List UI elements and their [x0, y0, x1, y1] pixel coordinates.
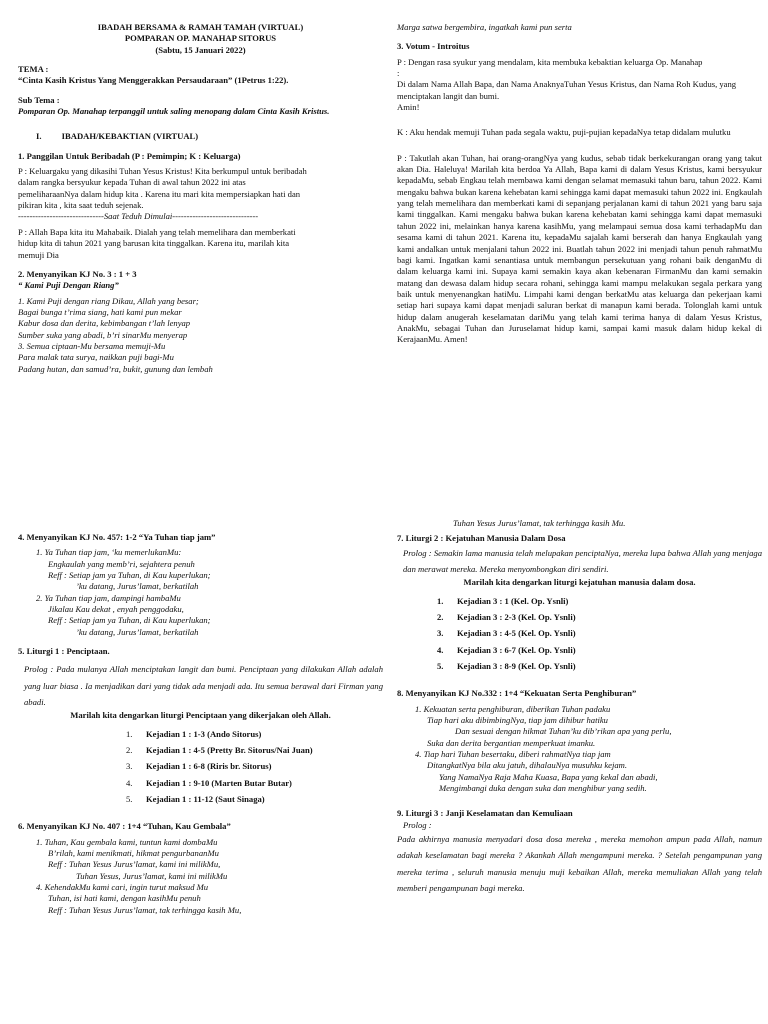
paragraph-line: pikiran kita , kita saat teduh sejenak. [18, 200, 144, 211]
lyric-line: B’rilah, kami menikmati, hikmat pengurbananMu [48, 848, 219, 859]
lyric-line: DitangkatNya bila aku jatuh, dihalauNya musuhku kejam. [427, 760, 628, 771]
lyric-line: Kabur dosa dan derita, kebimbangan t’lah lenyap [18, 318, 191, 329]
document-page-bottom [0, 512, 768, 1024]
lyric-line: Sumber suka yang abadi, b’ri sinarMu menyerap [18, 329, 188, 340]
heading-liturgi-1: 5. Liturgi 1 : Penciptaan. [18, 646, 110, 657]
lyric-line: Dan sesuai dengan hikmat Tuhan’ku dib’rikan apa yang perlu, [455, 726, 672, 737]
lyric-line: Para malak tata surya, naikkan puji bagi-Mu [18, 352, 174, 363]
right-column [397, 518, 762, 896]
reading-item: 2. Kejadian 3 : 2-3 (Kel. Op. Ysnli) [437, 612, 576, 623]
section-title: IBADAH/KEBAKTIAN (VIRTUAL) [61, 131, 199, 142]
lyric-line: 4. Tiap hari Tuhan besertaku, diberi rahmatNya tiap jam [415, 749, 611, 760]
lyric-line: Padang hutan, dan samud’ra, bukit, gunung dan lembah [18, 363, 213, 374]
reading-item: 5. Kejadian 3 : 8-9 (Kel. Op. Ysnli) [437, 661, 576, 671]
paragraph-line: : [397, 68, 400, 79]
doc-title: IBADAH BERSAMA & RAMAH TAMAH (VIRTUAL) [97, 22, 304, 32]
reading-item: 4. Kejadian 3 : 6-7 (Kel. Op. Ysnli) [437, 644, 576, 655]
left-column [18, 532, 383, 916]
liturgi-intro: Marilah kita dengarkan liturgi Penciptaan yang dikerjakan oleh Allah. [70, 710, 331, 721]
lyric-line: Jikalau Kau dekat , enyah penggodaku, [48, 604, 184, 615]
heading-kj3: 2. Menyanyikan KJ No. 3 : 1 + 3 [18, 268, 137, 279]
heading-liturgi-2: 7. Liturgi 2 : Kejatuhan Manusia Dalam Dosa [397, 533, 566, 544]
lyric-line: Reff : Setiap jam ya Tuhan, di Kau kuperlukan; [48, 615, 211, 626]
lyric-line: 1. Kekuatan serta penghiburan, diberikan Tuhan padaku [415, 703, 611, 714]
lyric-line: 2. Ya Tuhan tiap jam, dampingi hambaMu [36, 592, 181, 603]
prayer-paragraph: P : Takutlah akan Tuhan, hai orang-orangNya yang kudus, sebab tidak berkekurangan orang yang takut akan Dia. Haleluya! Marilah kita berdoa Ya Allah, Bapa kami di dalam Yesus Kristus, kami bersyukur kepadaMu, sebab Engkau telah membawa kami dengan selamat memasuki tahun baru, tahun 2022. Kami mengaku bahwa bukan karena kehebatan kami sehingga kami dapat memasuki tahun 2022 ini. Engkaulah yang telah memelihara dan memberkati kami di sepanjang perjalanan kami di tahun 2021 yang baru saja kami tinggalkan. Kami mengaku bahwa bukan karena kehebatan kami sehingga kami dapat memasuki tahun 2022 ini, melainkan hanya karena kasihMu, yang melampaui semua dosa kami terhadapMu dan sesama kami di tahun 2021. Karena itu, kepadaMu sajalah kami berserah dan hanya Engkaulah yang kami andalkan untuk menjalani tahun 2022 ini. Buatlah tahun 2022 ini menjadi tahun penuh rahmatMu bagi kami. Ingatkan kami senantiasa untuk membangun persekutuan yang rohani baik denganMu di dalam keluarga kami ini. Supaya kami semakin kaya akan kebenaran FirmanMu dan kami semakin matang dan dewasa dalam hidup secara rohani, sehingga kami mampu melakukan segala perkara yang baik untuk menyenangkan hatiMu. Limpahi kami dengan berkatMu atas keluarga dan pekerjaan kami setiap hari supaya kami dapat menjadi saluran berkat di manapun kami berada. Tolonglah kami untuk hidup dalam anugerah keselamatan dariMu yang telah kami terima hanya di dalam Yesus Kristus, AnakMu, sebagai Tuhan dan Juruselamat hidup kami, sampai kami masuk dalam hidup kekal di KerajaanMu. Amen! [397, 152, 762, 345]
reading-item: 1. Kejadian 3 : 1 (Kel. Op. Ysnli) [437, 595, 569, 606]
lyric-line: Tuhan, isi hati kami, dengan kasihMu penuh [48, 893, 201, 904]
lyric-line: Reff : Setiap jam ya Tuhan, di Kau kuperlukan; [48, 570, 211, 581]
lyric-line: Suka dan derita bergantian memperkuat imanku. [427, 737, 596, 748]
doc-date: (Sabtu, 15 Januari 2022) [155, 44, 246, 55]
paragraph-line: memuji Dia [18, 249, 59, 260]
paragraph-line: dalam rangka bersyukur kepada Tuhan di awal tahun 2022 ini atas [18, 177, 246, 188]
tema-label: TEMA : [18, 64, 49, 75]
song-title: “ Kami Puji Dengan Riang” [18, 280, 119, 291]
prolog-text: Prolog : Pada mulanya Allah menciptakan langit dan bumi. Penciptaan yang dilakukan Allah adalah yang luar biasa . Ia menjadikan dari yang tidak ada menjadi ada. Itu semua berawal dari Firman yang abadi. [24, 664, 383, 708]
paragraph-line: hidup kita di tahun 2021 yang barusan kita tinggalkan. Karena itu, marilah kita [18, 238, 290, 249]
subtema-text: Pomparan Op. Manahap terpanggil untuk saling menopang dalam Cinta Kasih Kristus. [18, 106, 330, 117]
lyric-line: Reff : Tuhan Yesus Jurus’lamat, kami ini milikMu, [48, 859, 221, 870]
heading-kj407: 6. Menyanyikan KJ No. 407 : 1+4 “Tuhan, Kau Gembala” [18, 821, 231, 832]
prolog-text: Prolog : Semakin lama manusia telah melupakan penciptaNya, mereka lupa bahwa Allah yang menjaga dan merawat mereka. Mereka menyombongkan diri sendiri. [403, 547, 762, 575]
paragraph-line: pemeliharaanNya dalam hidup kita . Karena itu mari kita mempersiapkan hati dan [18, 188, 301, 199]
section-number: I. [36, 131, 42, 142]
lyric-line: 1. Kami Puji dengan riang Dikau, Allah yang besar; [18, 295, 199, 306]
heading-panggilan: 1. Panggilan Untuk Beribadah (P : Pemimpin; K : Keluarga) [18, 150, 241, 161]
lyric-line: ’ku datang, Jurus’lamat, berkatilah [76, 626, 199, 637]
liturgi-intro: Marilah kita dengarkan liturgi kejatuhan manusia dalam dosa. [463, 577, 696, 588]
paragraph-line: P : Keluargaku yang dikasihi Tuhan Yesus Kristus! Kita berkumpul untuk beribadah [18, 166, 307, 177]
right-column [397, 22, 762, 346]
lyric-line: Marga satwa bergembira, ingatkah kami pun serta [397, 22, 572, 32]
left-column [18, 22, 383, 375]
heading-votum: 3. Votum - Introitus [397, 41, 470, 52]
lyric-line: Tuhan Yesus Jurus’lamat, tak terhingga kasih Mu. [453, 518, 626, 528]
paragraph-line: Amin! [397, 102, 420, 113]
paragraph-line: Di dalam Nama Allah Bapa, dan Nama AnaknyaTuhan Yesus Kristus, dan Nama Roh Kudus, yang menciptakan langit dan bumi. [397, 79, 737, 101]
doc-subtitle: POMPARAN OP. MANAHAP SITORUS [124, 33, 277, 44]
paragraph-line: P : Dengan rasa syukur yang mendalam, kita membuka kebaktian keluarga Op. Manahap [397, 56, 703, 67]
section-heading [18, 131, 383, 142]
paragraph: K : Aku hendak memuji Tuhan pada segala waktu, puji-pujian kepadaNya tetap didalam mulutku [397, 127, 731, 138]
subtema-label: Sub Tema : [18, 94, 60, 105]
lyric-line: ’ku datang, Jurus’lamat, berkatilah [76, 581, 199, 592]
separator-line: ------------------------------Saat Teduh Dimulai------------------------------ [18, 211, 259, 222]
prolog-label: Prolog : [403, 819, 432, 830]
reading-item: 1. Kejadian 1 : 1-3 (Ando Sitorus) [126, 728, 262, 739]
lyric-line: Reff : Tuhan Yesus Jurus’lamat, tak terhingga kasih Mu, [48, 904, 242, 915]
heading-kj332: 8. Menyanyikan KJ No.332 : 1+4 “Kekuatan Serta Penghiburan” [397, 688, 637, 699]
lyric-line: Engkaulah yang memb’ri, sejahtera penuh [48, 558, 195, 569]
reading-item: 3. Kejadian 3 : 4-5 (Kel. Op. Ysnli) [437, 628, 576, 639]
tema-text: “Cinta Kasih Kristus Yang Menggerakkan Persaudaraan” (1Petrus 1:22). [18, 75, 289, 86]
lyric-line: 4. KehendakMu kami cari, ingin turut maksud Mu [36, 882, 209, 893]
reading-list [397, 593, 762, 675]
heading-liturgi-3: 9. Liturgi 3 : Janji Keselamatan dan Kemuliaan [397, 808, 573, 819]
lyric-line: 3. Semua ciptaan-Mu bersama memuji-Mu [18, 340, 166, 351]
reading-item: 2. Kejadian 1 : 4-5 (Pretty Br. Sitorus/Nai Juan) [126, 745, 313, 756]
reading-list [18, 726, 383, 808]
lyric-line: Bagai bunga t’rima siang, hati kami pun mekar [18, 306, 182, 317]
prolog-text: Pada akhirnya manusia menyadari dosa dosa mereka , mereka memohon ampun pada Allah, namun adakah keselamatan bagi mereka ? Akankah Allah mengampuni mereka. ? Setelah pengampunan yang mereka terima , seluruh manusia menuju muji kebaikan Allah, mereka memuliakan Allah yang telah memberi pengampunan bagi mereka. [397, 834, 762, 894]
reading-item: 5. Kejadian 1 : 11-12 (Saut Sinaga) [126, 794, 265, 805]
reading-item: 3. Kejadian 1 : 6-8 (Riris br. Sitorus) [126, 761, 272, 772]
lyric-line: Yang NamaNya Raja Maha Kuasa, Bapa yang kekal dan abadi, [439, 771, 658, 782]
reading-item: 4. Kejadian 1 : 9-10 (Marten Butar Butar) [126, 777, 292, 788]
heading-kj457: 4. Menyanyikan KJ No. 457: 1-2 “Ya Tuhan tiap jam” [18, 532, 216, 542]
lyric-line: Mengimbangi duka dengan suka dan menghibur yang sedih. [439, 783, 647, 794]
lyric-line: Tuhan Yesus, Jurus’lamat, kami ini milikMu [76, 870, 228, 881]
paragraph-line: P : Allah Bapa kita itu Mahabaik. Dialah yang telah memelihara dan memberkati [18, 226, 296, 237]
lyric-line: 1. Ya Tuhan tiap jam, ‘ku memerlukanMu: [36, 547, 182, 558]
lyric-line: Tiap hari aku dibimbingNya, tiap jam dihibur hatiku [427, 715, 608, 726]
lyric-line: 1. Tuhan, Kau gembala kami, tuntun kami dombaMu [36, 836, 218, 847]
